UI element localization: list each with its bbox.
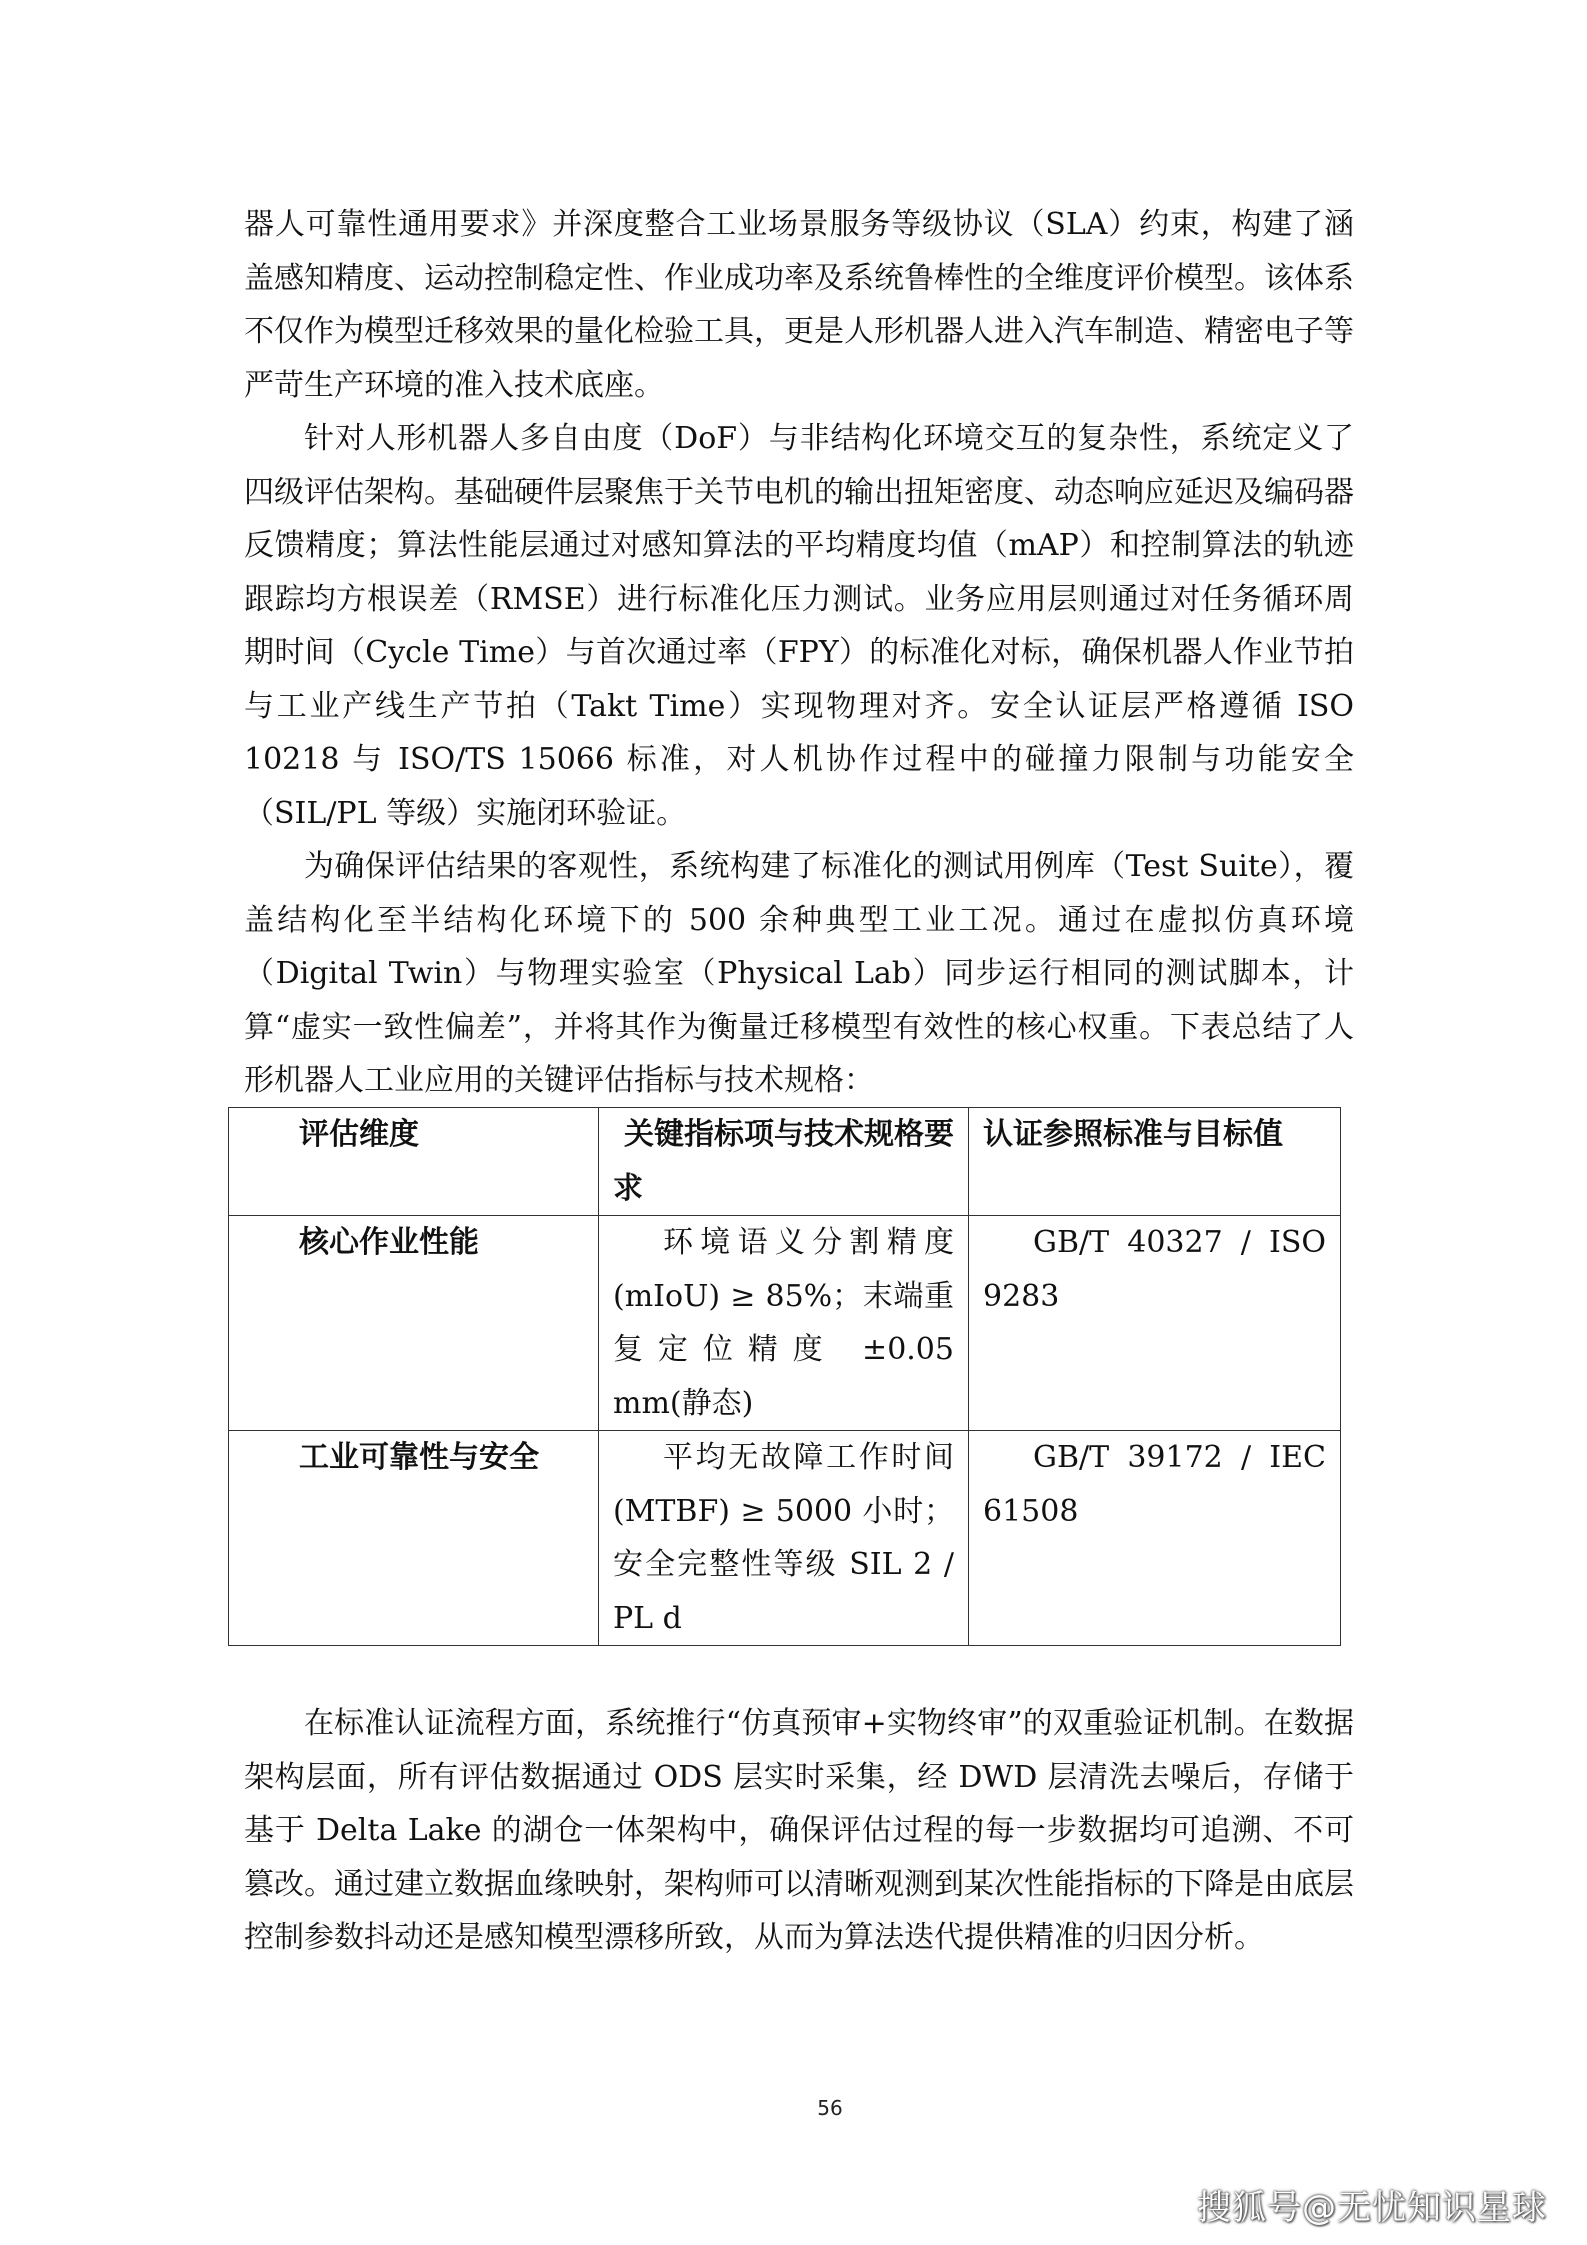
paragraph-continued: 器人可靠性通用要求》并深度整合工业场景服务等级协议（SLA）约束，构建了涵盖感知精度、运动控制稳定性、作业成功率及系统鲁棒性的全维度评价模型。该体系不仅作为模型迁移效果的量化检验工具，更是人形机器人进入汽车制造、精密电子等严苛生产环境的准入技术底座。 xyxy=(244,207,1354,403)
evaluation-metrics-table xyxy=(228,1107,1341,1646)
page-number: 56 xyxy=(817,2096,843,2120)
table-row xyxy=(229,1431,1341,1646)
row-dimension: 核心作业性能 xyxy=(229,1216,599,1431)
table-row xyxy=(229,1216,1341,1431)
watermark-text: 搜狐号@无忧知识星球 xyxy=(1197,2188,1547,2228)
row-standard: GB/T 40327 / ISO 9283 xyxy=(969,1216,1341,1431)
header-dimension: 评估维度 xyxy=(229,1108,599,1216)
paragraph-certification-process: 在标准认证流程方面，系统推行“仿真预审+实物终审”的双重验证机制。在数据架构层面，所有评估数据通过 ODS 层实时采集，经 DWD 层清洗去噪后，存储于基于 Delta Lake 的湖仓一体架构中，确保评估过程的每一步数据均可追溯、不可篡改。通过建立数据血缘映射，架构师可以清晰观测到某次性能指标的下降是由底层控制参数抖动还是感知模型漂移所致，从而为算法迭代提供精准的归因分析。 xyxy=(244,1706,1354,1955)
body-text-top xyxy=(244,198,1354,1108)
row-indicator: 平均无故障工作时间 (MTBF) ≥ 5000 小时；安全完整性等级 SIL 2 / PL d xyxy=(599,1431,969,1646)
paragraph-test-suite: 为确保评估结果的客观性，系统构建了标准化的测试用例库（Test Suite），覆盖结构化至半结构化环境下的 500 余种典型工业工况。通过在虚拟仿真环境（Digital Twin）与物理实验室（Physical Lab）同步运行相同的测试脚本，计算“虚实一致性偏差”，并将其作为衡量迁移模型有效性的核心权重。下表总结了人形机器人工业应用的关键评估指标与技术规格： xyxy=(244,849,1354,1098)
row-standard: GB/T 39172 / IEC 61508 xyxy=(969,1431,1341,1646)
row-dimension: 工业可靠性与安全 xyxy=(229,1431,599,1646)
paragraph-evaluation-architecture: 针对人形机器人多自由度（DoF）与非结构化环境交互的复杂性，系统定义了四级评估架构。基础硬件层聚焦于关节电机的输出扭矩密度、动态响应延迟及编码器反馈精度；算法性能层通过对感知算法的平均精度均值（mAP）和控制算法的轨迹跟踪均方根误差（RMSE）进行标准化压力测试。业务应用层则通过对任务循环周期时间（Cycle Time）与首次通过率（FPY）的标准化对标，确保机器人作业节拍与工业产线生产节拍（Takt Time）实现物理对齐。安全认证层严格遵循 ISO 10218 与 ISO/TS 15066 标准，对人机协作过程中的碰撞力限制与功能安全（SIL/PL 等级）实施闭环验证。 xyxy=(244,421,1354,831)
table-header-row xyxy=(229,1108,1341,1216)
header-standard: 认证参照标准与目标值 xyxy=(969,1108,1341,1216)
header-indicator: 关键指标项与技术规格要求 xyxy=(599,1108,969,1216)
row-indicator: 环境语义分割精度(mIoU) ≥ 85%；末端重复定位精度 ±0.05 mm(静态) xyxy=(599,1216,969,1431)
body-text-bottom xyxy=(244,1697,1354,1965)
